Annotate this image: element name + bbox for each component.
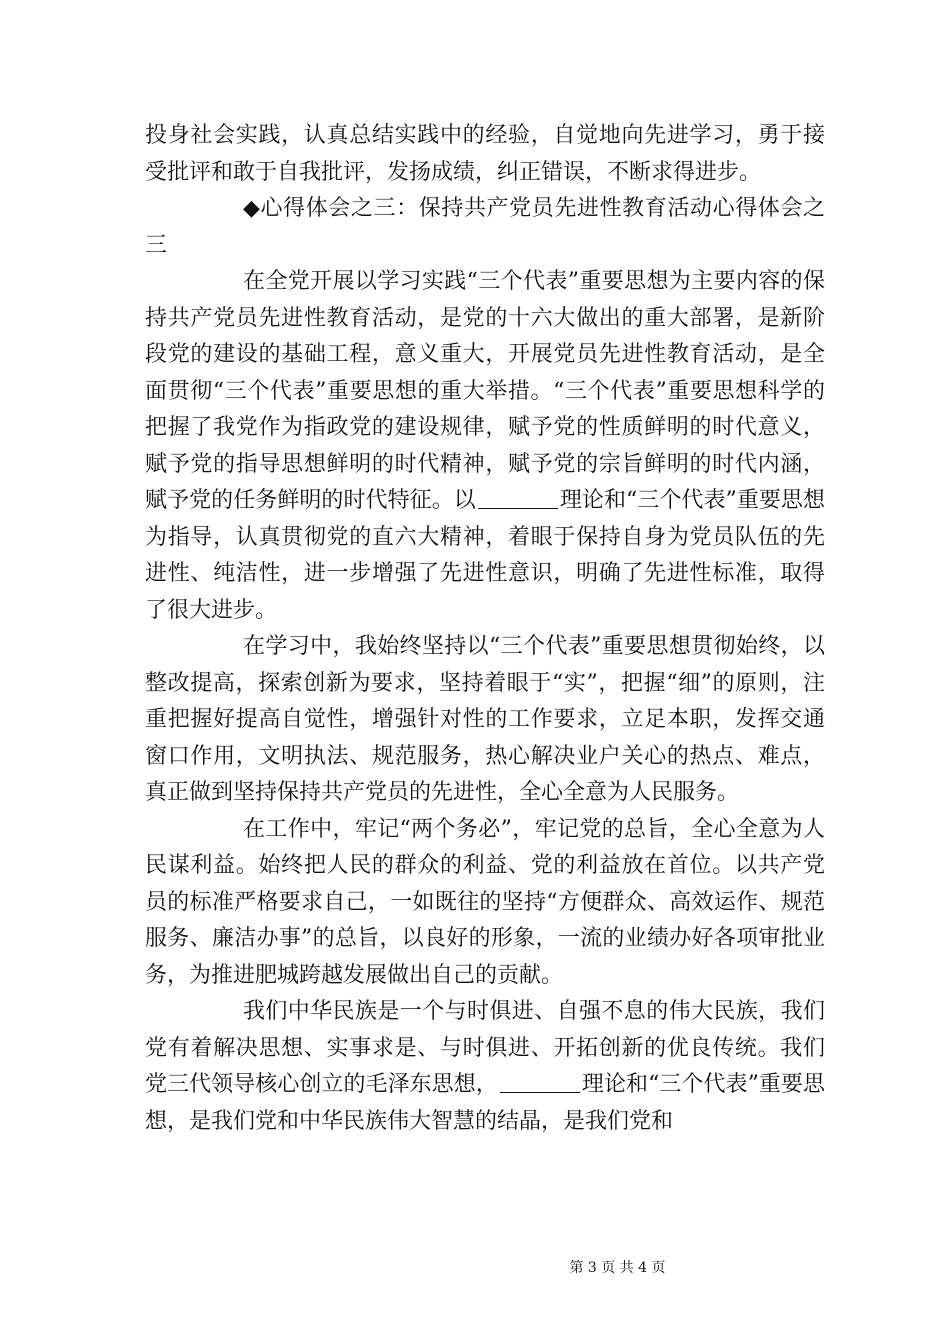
paragraph-text: 在全党开展以学习实践“三个代表”重要思想为主要内容的保持共产党员先进性教育活动，是党的十六大做出的重大部署，是新阶段党的建设的基础工程，意义重大，开展党员先进性教育活动，是全面贯彻“三个代表”重要思想的重大举措。“三个代表”重要思想科学的把握了我党作为指政党的建设规律，赋予党的性质鲜明的时代意义，赋予党的指导思想鲜明的时代精神，赋予党的宗旨鲜明的时代内涵，赋予党的任务鲜明的时代特征。以 <box>145 269 825 513</box>
paragraph-text-after-blank: 理论和“三个代表”重要思想，是我们党和中华民族伟大智慧的结晶，是我们党和 <box>145 1072 825 1134</box>
document-body <box>145 118 825 1140</box>
section-heading-text: ◆心得体会之三：保持共产党员先进性教育活动心得体会之三 <box>145 196 825 258</box>
paragraph-text: 在工作中，牢记“两个务必”，牢记党的总旨，全心全意为人民谋利益。始终把人民的群众的利益、党的利益放在首位。以共产党员的标准严格要求自己，一如既往的坚持“方便群众、高效运作、规范服务、廉洁办事”的总旨，以良好的形象，一流的业绩办好各项审批业务，为推进肥城跨越发展做出自己的贡献。 <box>145 816 825 988</box>
section-heading <box>145 191 825 264</box>
paragraph <box>145 812 825 995</box>
paragraph-text: 投身社会实践，认真总结实践中的经验，自觉地向先进学习，勇于接受批评和敢于自我批评，发扬成绩，纠正错误，不断求得进步。 <box>145 123 825 185</box>
fill-in-blank <box>500 1070 580 1093</box>
paragraph-continuation <box>145 118 825 191</box>
paragraph-text-after-blank: 理论和“三个代表”重要思想为指导，认真贯彻党的直六大精神，着眼于保持自身为党员队伍的先进性、纯洁性，进一步增强了先进性意识，明确了先进性标准，取得了很大进步。 <box>145 488 825 623</box>
fill-in-blank <box>478 486 558 509</box>
paragraph <box>145 994 825 1140</box>
paragraph <box>145 629 825 812</box>
paragraph <box>145 264 825 629</box>
paragraph-text: 我们中华民族是一个与时俱进、自强不息的伟大民族，我们党有着解决思想、实事求是、与时俱进、开拓创新的优良传统。我们党三代领导核心创立的毛泽东思想， <box>145 999 825 1097</box>
page-number: 第 3 页 共 4 页 <box>569 1260 666 1276</box>
paragraph-text: 在学习中，我始终坚持以“三个代表”重要思想贯彻始终，以整改提高，探索创新为要求，坚持着眼于“实”，把握“细”的原则，注重把握好提高自觉性，增强针对性的工作要求，立足本职，发挥交通窗口作用，文明执法、规范服务，热心解决业户关心的热点、难点，真正做到坚持保持共产党员的先进性，全心全意为人民服务。 <box>145 634 825 805</box>
